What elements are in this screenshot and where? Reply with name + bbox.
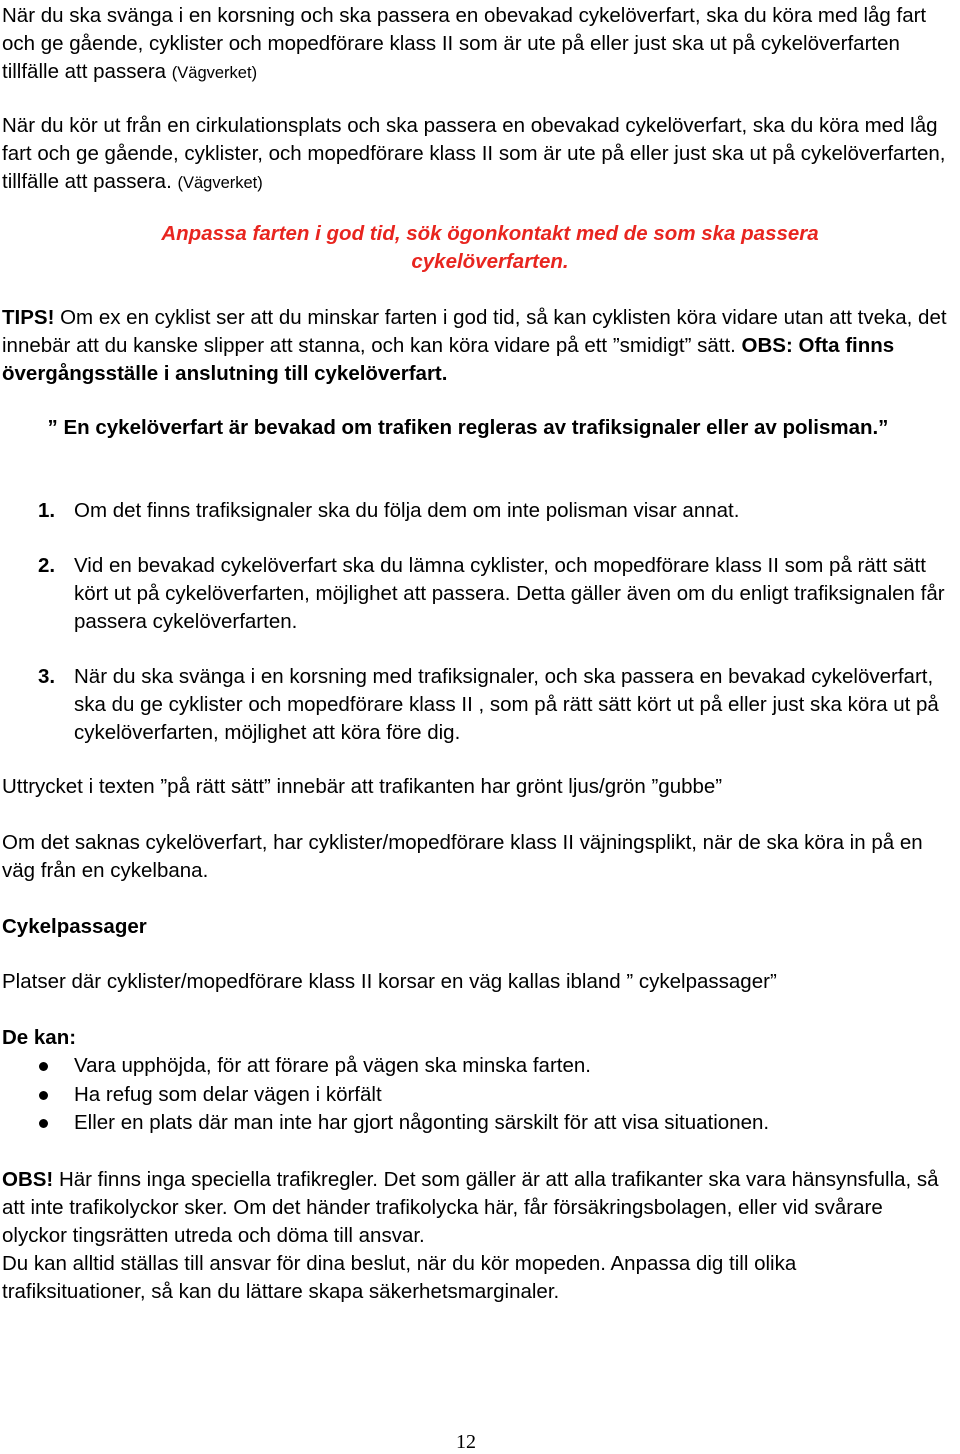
- numbered-item: [2, 552, 952, 636]
- obs-statement: OBS: Ofta finns övergångsställe i anslutning till cykelöverfart.: [2, 334, 895, 385]
- bullet-icon: [39, 1091, 48, 1100]
- item-number: 1.: [38, 499, 56, 522]
- obs-text: Här finns inga speciella trafikregler. Det som gäller är att alla trafikanter ska vara hänsynsfulla, så att inte trafikolyckor sker. Om det händer trafikolycka här, får försäkringsbolagen, eller vid svårare olyckor tingsrätten utreda och döma till ansvar.: [2, 1168, 939, 1247]
- item-text: När du ska svänga i en korsning med trafiksignaler, och ska passera en bevakad cykelöverfart, ska du ge cyklister och mopedförare klass II , som på rätt sätt kört ut på eller just ska köra ut på cykelöverfarten, möjlighet att köra före dig.: [74, 665, 939, 744]
- tips-label: TIPS!: [2, 306, 55, 329]
- section-heading: Cykelpassager: [2, 915, 147, 938]
- tips-paragraph: [2, 304, 950, 388]
- list-item-text: Ha refug som delar vägen i körfält: [74, 1082, 382, 1106]
- guarded-crossing-heading: ” En cykelöverfart är bevakad om trafiken regleras av trafiksignaler eller av polisman.”: [47, 416, 889, 439]
- paragraph-text: När du ska svänga i en korsning och ska passera en obevakad cykelöverfart, ska du köra med låg fart och ge gående, cyklister och mopedförare klass II som är ute på eller just ska ut på cykelöverfarten tillfälle att passera: [2, 4, 927, 83]
- advice-highlight: Anpassa farten i god tid, sök ögonkontakt med de som ska passera cykelöverfarten.: [161, 222, 819, 273]
- item-text: Om det finns trafiksignaler ska du följa dem om inte polisman visar annat.: [74, 499, 740, 522]
- numbered-item: [2, 663, 952, 747]
- list-item: [2, 1109, 952, 1138]
- item-text: Vid en bevakad cykelöverfart ska du lämna cyklister, och mopedförare klass II som på rätt sätt kört ut på cykelöverfarten, möjlighet att passera. Detta gäller även om du enligt trafiksignalen får passera cykelöverfarten.: [74, 554, 945, 633]
- paragraph-unguarded-turn: [2, 2, 950, 87]
- item-number: 2.: [38, 554, 56, 577]
- list-label: De kan:: [2, 1026, 77, 1049]
- numbered-item: [2, 497, 952, 525]
- source-reference: (Vägverket): [171, 64, 258, 82]
- expression-note: Uttrycket i texten ”på rätt sätt” innebär att trafikanten har grönt ljus/grön ”gubbe”: [2, 775, 723, 798]
- section-intro: Platser där cyklister/mopedförare klass II korsar en väg kallas ibland ” cykelpassager”: [2, 970, 777, 993]
- tips-text: Om ex en cyklist ser att du minskar farten i god tid, så kan cyklisten köra vidare utan att tveka, det innebär att du kanske slipper att stanna, och kan köra vidare på ett ”smidigt” sätt.: [2, 306, 947, 357]
- paragraph-roundabout: [2, 112, 950, 197]
- bullet-list: [2, 1052, 952, 1138]
- source-reference: (Vägverket): [177, 174, 263, 192]
- bullet-icon: [39, 1119, 48, 1128]
- list-item: [2, 1081, 952, 1110]
- obs-text-continued: Du kan alltid ställas till ansvar för dina beslut, när du kör mopeden. Anpassa dig till olika trafiksituationer, så kan du lättare skapa säkerhetsmarginaler.: [2, 1252, 797, 1303]
- list-item-text: Vara upphöjda, för att förare på vägen ska minska farten.: [74, 1054, 591, 1077]
- list-item: [2, 1052, 952, 1081]
- list-item-text: Eller en plats där man inte har gjort någonting särskilt för att visa situationen.: [74, 1111, 770, 1134]
- obs-label: OBS!: [2, 1168, 54, 1191]
- paragraph-text: När du kör ut från en cirkulationsplats och ska passera en obevakad cykelöverfart, ska du köra med låg fart och ge gående, cyklister, och mopedförare klass II som är ute på eller just ska ut på cykelöverfarten, tillfälle att passera.: [2, 114, 946, 193]
- no-crossing-note: Om det saknas cykelöverfart, har cyklister/mopedförare klass II väjningsplikt, när de ska köra in på en väg från en cykelbana.: [2, 831, 923, 882]
- item-number: 3.: [38, 665, 56, 688]
- page-number: 12: [456, 1431, 476, 1453]
- bullet-icon: [39, 1062, 48, 1071]
- obs-note: [2, 1166, 942, 1306]
